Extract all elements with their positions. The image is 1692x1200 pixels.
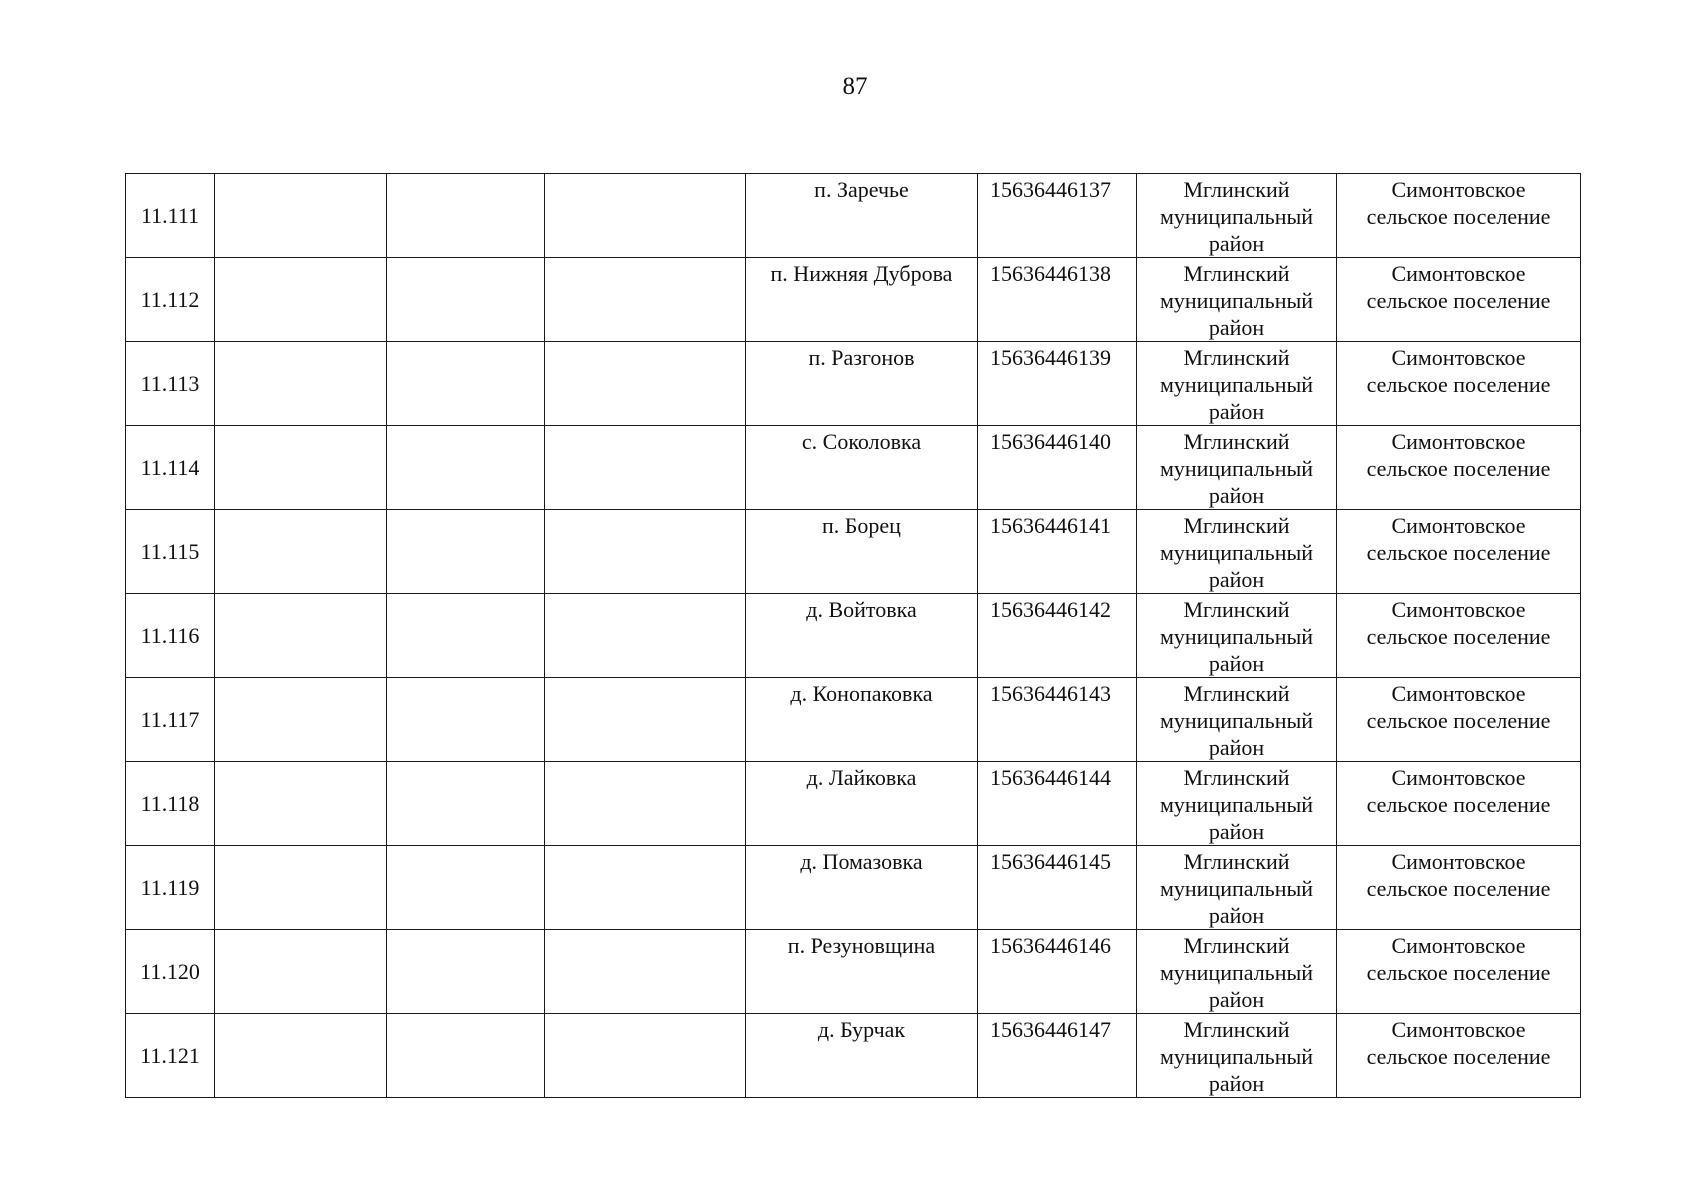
district-line: муниципальный: [1159, 708, 1314, 733]
empty-cell: [387, 1014, 545, 1098]
district-line: Мглинский: [1183, 345, 1290, 370]
empty-cell: [387, 846, 545, 930]
empty-cell: [215, 762, 387, 846]
empty-cell: [545, 930, 746, 1014]
municipality-cell: [1337, 1014, 1581, 1098]
district-line: муниципальный: [1159, 960, 1314, 985]
municipality-cell: [1337, 174, 1581, 258]
municipality-line: сельское поселение: [1366, 708, 1551, 733]
municipality-line: Симонтовское: [1391, 1017, 1526, 1042]
oktmo-code-cell: 15636446145: [978, 846, 1137, 930]
district-line: район: [1208, 231, 1265, 256]
oktmo-code-cell: 15636446137: [978, 174, 1137, 258]
row-number-cell: 11.114: [126, 426, 215, 510]
empty-cell: [215, 846, 387, 930]
row-number-cell: 11.117: [126, 678, 215, 762]
district-line: муниципальный: [1159, 1044, 1314, 1069]
district-line: район: [1208, 1071, 1265, 1096]
empty-cell: [215, 426, 387, 510]
settlement-name-cell: п. Заречье: [746, 174, 978, 258]
empty-cell: [545, 258, 746, 342]
municipality-cell: [1337, 258, 1581, 342]
table-row: [126, 426, 1581, 510]
district-line: муниципальный: [1159, 624, 1314, 649]
oktmo-code-cell: 15636446140: [978, 426, 1137, 510]
district-line: район: [1208, 987, 1265, 1012]
empty-cell: [545, 342, 746, 426]
district-line: Мглинский: [1183, 597, 1290, 622]
district-line: Мглинский: [1183, 849, 1290, 874]
district-line: Мглинский: [1183, 1017, 1290, 1042]
table-row: [126, 258, 1581, 342]
municipality-line: сельское поселение: [1366, 792, 1551, 817]
district-line: муниципальный: [1159, 204, 1314, 229]
empty-cell: [545, 174, 746, 258]
empty-cell: [545, 762, 746, 846]
row-number-cell: 11.118: [126, 762, 215, 846]
municipality-line: сельское поселение: [1366, 540, 1551, 565]
table-row: [126, 342, 1581, 426]
district-cell: [1137, 594, 1337, 678]
municipality-cell: [1337, 510, 1581, 594]
municipality-cell: [1337, 762, 1581, 846]
empty-cell: [545, 594, 746, 678]
municipality-line: Симонтовское: [1391, 933, 1526, 958]
municipality-cell: [1337, 426, 1581, 510]
empty-cell: [387, 426, 545, 510]
district-cell: [1137, 342, 1337, 426]
municipality-line: сельское поселение: [1366, 876, 1551, 901]
empty-cell: [545, 846, 746, 930]
municipality-line: Симонтовское: [1391, 345, 1526, 370]
table-row: [126, 846, 1581, 930]
empty-cell: [215, 930, 387, 1014]
empty-cell: [215, 510, 387, 594]
municipality-cell: [1337, 930, 1581, 1014]
settlement-name-cell: п. Резуновщина: [746, 930, 978, 1014]
municipality-line: Симонтовское: [1391, 177, 1526, 202]
district-cell: [1137, 510, 1337, 594]
empty-cell: [545, 510, 746, 594]
row-number-cell: 11.120: [126, 930, 215, 1014]
settlement-name-cell: д. Войтовка: [746, 594, 978, 678]
district-line: район: [1208, 567, 1265, 592]
district-line: Мглинский: [1183, 261, 1290, 286]
table-body: [126, 174, 1581, 1098]
oktmo-code-cell: 15636446143: [978, 678, 1137, 762]
municipality-line: сельское поселение: [1366, 372, 1551, 397]
oktmo-code-cell: 15636446146: [978, 930, 1137, 1014]
empty-cell: [387, 762, 545, 846]
empty-cell: [215, 594, 387, 678]
district-line: район: [1208, 483, 1265, 508]
district-cell: [1137, 174, 1337, 258]
district-line: район: [1208, 315, 1265, 340]
table-row: [126, 510, 1581, 594]
district-line: район: [1208, 399, 1265, 424]
row-number-cell: 11.116: [126, 594, 215, 678]
district-line: район: [1208, 819, 1265, 844]
district-line: район: [1208, 735, 1265, 760]
settlement-name-cell: д. Помазовка: [746, 846, 978, 930]
row-number-cell: 11.113: [126, 342, 215, 426]
settlement-name-cell: п. Нижняя Дуброва: [746, 258, 978, 342]
district-line: муниципальный: [1159, 372, 1314, 397]
municipality-line: сельское поселение: [1366, 204, 1551, 229]
empty-cell: [545, 1014, 746, 1098]
settlement-name-cell: п. Разгонов: [746, 342, 978, 426]
settlement-name-cell: п. Борец: [746, 510, 978, 594]
row-number-cell: 11.121: [126, 1014, 215, 1098]
oktmo-code-cell: 15636446141: [978, 510, 1137, 594]
empty-cell: [545, 678, 746, 762]
district-line: муниципальный: [1159, 456, 1314, 481]
municipality-cell: [1337, 342, 1581, 426]
municipality-line: сельское поселение: [1366, 456, 1551, 481]
municipality-line: сельское поселение: [1366, 624, 1551, 649]
settlement-name-cell: д. Бурчак: [746, 1014, 978, 1098]
empty-cell: [545, 426, 746, 510]
table-row: [126, 930, 1581, 1014]
district-cell: [1137, 678, 1337, 762]
table-row: [126, 678, 1581, 762]
district-line: район: [1208, 651, 1265, 676]
municipality-line: Симонтовское: [1391, 765, 1526, 790]
district-line: Мглинский: [1183, 513, 1290, 538]
district-line: муниципальный: [1159, 540, 1314, 565]
district-cell: [1137, 930, 1337, 1014]
empty-cell: [215, 678, 387, 762]
district-cell: [1137, 426, 1337, 510]
settlement-name-cell: с. Соколовка: [746, 426, 978, 510]
district-line: муниципальный: [1159, 792, 1314, 817]
municipality-line: Симонтовское: [1391, 681, 1526, 706]
page-number: 87: [842, 73, 868, 100]
row-number-cell: 11.111: [126, 174, 215, 258]
empty-cell: [387, 342, 545, 426]
municipality-cell: [1337, 594, 1581, 678]
row-number-cell: 11.115: [126, 510, 215, 594]
empty-cell: [387, 510, 545, 594]
district-cell: [1137, 1014, 1337, 1098]
municipality-line: Симонтовское: [1391, 261, 1526, 286]
oktmo-code-cell: 15636446138: [978, 258, 1137, 342]
settlement-name-cell: д. Конопаковка: [746, 678, 978, 762]
municipality-line: Симонтовское: [1391, 849, 1526, 874]
district-line: Мглинский: [1183, 681, 1290, 706]
settlement-name-cell: д. Лайковка: [746, 762, 978, 846]
municipality-cell: [1337, 678, 1581, 762]
empty-cell: [215, 1014, 387, 1098]
table-row: [126, 762, 1581, 846]
district-line: Мглинский: [1183, 429, 1290, 454]
row-number-cell: 11.119: [126, 846, 215, 930]
oktmo-code-cell: 15636446139: [978, 342, 1137, 426]
oktmo-code-cell: 15636446142: [978, 594, 1137, 678]
table-row: [126, 174, 1581, 258]
empty-cell: [387, 678, 545, 762]
oktmo-code-cell: 15636446147: [978, 1014, 1137, 1098]
district-line: муниципальный: [1159, 876, 1314, 901]
empty-cell: [387, 174, 545, 258]
municipality-line: сельское поселение: [1366, 1044, 1551, 1069]
district-line: муниципальный: [1159, 288, 1314, 313]
empty-cell: [387, 258, 545, 342]
empty-cell: [387, 594, 545, 678]
district-line: Мглинский: [1183, 765, 1290, 790]
municipality-line: Симонтовское: [1391, 429, 1526, 454]
district-line: Мглинский: [1183, 933, 1290, 958]
municipality-line: сельское поселение: [1366, 960, 1551, 985]
district-line: район: [1208, 903, 1265, 928]
municipality-line: Симонтовское: [1391, 513, 1526, 538]
oktmo-code-cell: 15636446144: [978, 762, 1137, 846]
empty-cell: [215, 342, 387, 426]
district-cell: [1137, 846, 1337, 930]
empty-cell: [215, 258, 387, 342]
table-row: [126, 1014, 1581, 1098]
table-row: [126, 594, 1581, 678]
settlements-table: [125, 173, 1581, 1098]
empty-cell: [387, 930, 545, 1014]
empty-cell: [215, 174, 387, 258]
district-cell: [1137, 762, 1337, 846]
municipality-cell: [1337, 846, 1581, 930]
row-number-cell: 11.112: [126, 258, 215, 342]
municipality-line: Симонтовское: [1391, 597, 1526, 622]
district-cell: [1137, 258, 1337, 342]
municipality-line: сельское поселение: [1366, 288, 1551, 313]
district-line: Мглинский: [1183, 177, 1290, 202]
